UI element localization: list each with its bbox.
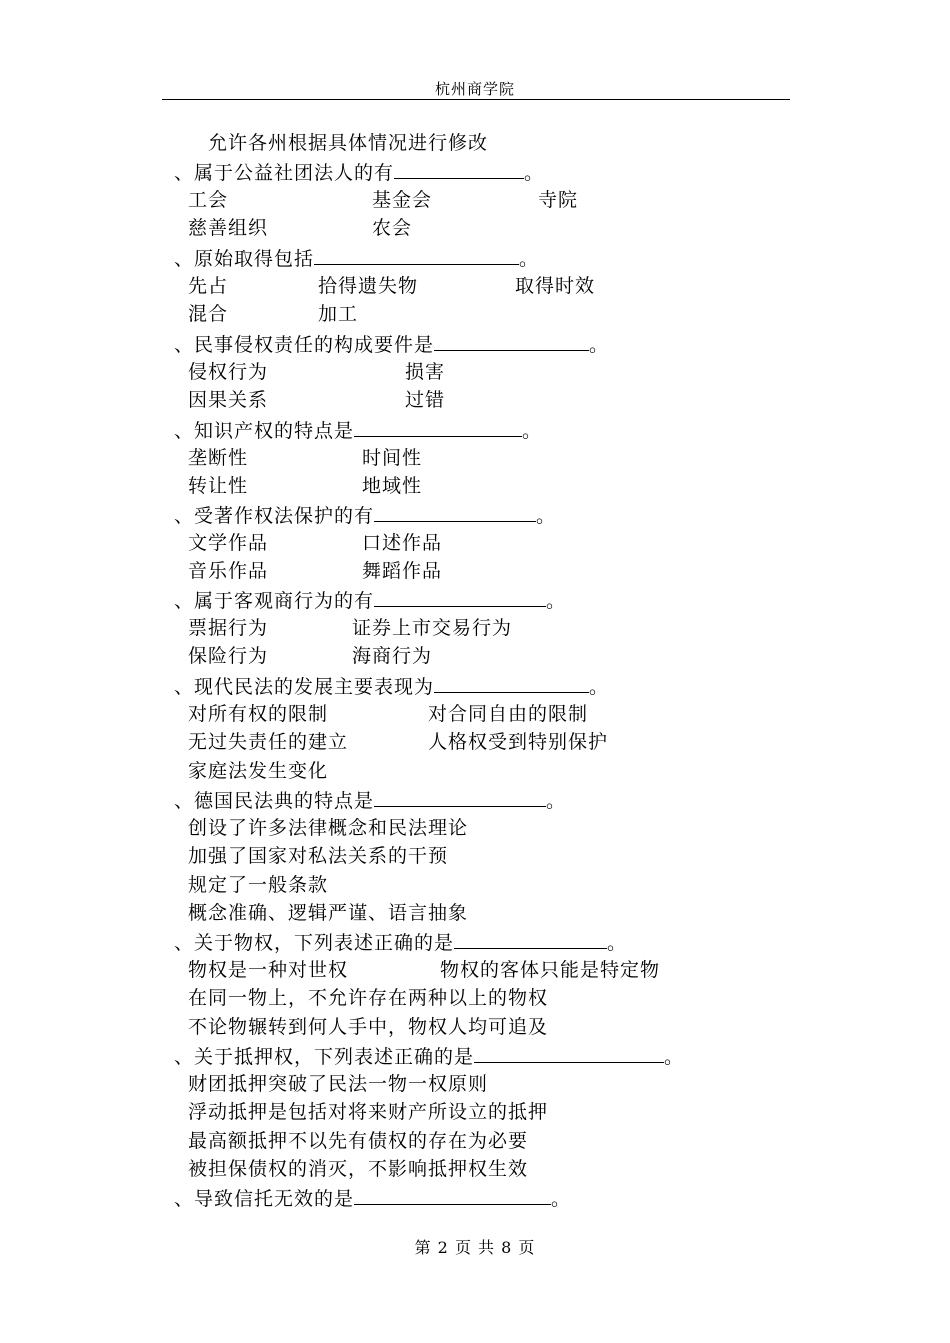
answer-option: 不论物辗转到何人手中，物权人均可追及 — [188, 1015, 549, 1038]
answer-option: 农会 — [372, 217, 413, 239]
answer-blank[interactable] — [354, 416, 522, 437]
answer-option: 对所有权的限制 — [188, 702, 329, 725]
question-stem — [174, 1042, 684, 1070]
answer-blank[interactable] — [374, 586, 546, 607]
question-stem — [174, 672, 609, 700]
answer-option: 文学作品 — [188, 531, 269, 554]
answer-option: 取得时效 — [515, 274, 596, 297]
question-end-mark: 。 — [546, 590, 567, 612]
answer-option: 创设了许多法律概念和民法理论 — [188, 816, 469, 839]
header-rule — [162, 99, 790, 100]
question-stem-text: 、民事侵权责任的构成要件是 — [174, 334, 435, 356]
answer-option: 对合同自由的限制 — [428, 702, 589, 725]
answer-option: 基金会 — [372, 188, 433, 211]
answer-blank[interactable] — [314, 244, 519, 265]
answer-option: 混合 — [188, 303, 229, 325]
question-stem — [174, 786, 566, 814]
answer-option: 过错 — [405, 389, 446, 411]
answer-option: 证券上市交易行为 — [352, 616, 513, 639]
answer-option: 被担保债权的消灭，不影响抵押权生效 — [188, 1158, 529, 1180]
answer-option: 因果关系 — [188, 389, 269, 411]
answer-blank[interactable] — [394, 158, 524, 179]
question-end-mark: 。 — [607, 932, 628, 954]
answer-option: 票据行为 — [188, 616, 269, 639]
question-stem-text: 、原始取得包括 — [174, 248, 315, 270]
answer-option: 物权是一种对世权 — [188, 958, 349, 981]
answer-option: 口述作品 — [362, 531, 443, 554]
question-end-mark: 。 — [589, 334, 610, 356]
question-stem-text: 、关于物权，下列表述正确的是 — [174, 932, 455, 954]
question-end-mark: 。 — [524, 162, 545, 184]
page-footer: 第 2 页 共 8 页 — [414, 1238, 536, 1257]
question-stem — [174, 501, 556, 529]
answer-option: 在同一物上，不允许存在两种以上的物权 — [188, 987, 549, 1009]
answer-option: 垄断性 — [188, 446, 249, 469]
question-stem-text: 、现代民法的发展主要表现为 — [174, 676, 435, 698]
question-stem — [174, 416, 542, 444]
answer-option: 时间性 — [362, 446, 423, 469]
question-end-mark: 。 — [519, 248, 540, 270]
answer-blank[interactable] — [434, 330, 589, 351]
page-header-title: 杭州商学院 — [434, 80, 515, 98]
question-stem — [174, 158, 544, 186]
answer-option: 音乐作品 — [188, 560, 269, 582]
question-stem — [174, 586, 566, 614]
question-stem-text: 、属于公益社团法人的有 — [174, 162, 395, 184]
answer-option: 转让性 — [188, 475, 249, 497]
answer-blank[interactable] — [354, 1184, 551, 1205]
answer-blank[interactable] — [434, 672, 589, 693]
answer-option: 人格权受到特别保护 — [428, 731, 609, 753]
answer-option: 无过失责任的建立 — [188, 731, 349, 753]
question-stem-text: 、导致信托无效的是 — [174, 1188, 355, 1210]
answer-option: 先占 — [188, 274, 229, 297]
answer-option: 最高额抵押不以先有债权的存在为必要 — [188, 1129, 529, 1152]
answer-option: 慈善组织 — [188, 217, 269, 239]
question-end-mark: 。 — [536, 505, 557, 527]
question-end-mark: 。 — [546, 790, 567, 812]
question-stem-text: 、受著作权法保护的有 — [174, 505, 375, 527]
answer-option: 概念准确、逻辑严谨、语言抽象 — [188, 902, 469, 924]
question-end-mark: 。 — [664, 1046, 685, 1068]
answer-option: 拾得遗失物 — [318, 274, 419, 297]
answer-option: 规定了一般条款 — [188, 873, 329, 896]
answer-option: 地域性 — [362, 475, 423, 497]
answer-option: 物权的客体只能是特定物 — [440, 958, 661, 981]
question-stem — [174, 928, 627, 956]
question-stem — [174, 244, 539, 272]
answer-blank[interactable] — [374, 501, 536, 522]
question-stem-text: 、关于抵押权，下列表述正确的是 — [174, 1046, 475, 1068]
question-stem-text: 、属于客观商行为的有 — [174, 590, 375, 612]
answer-option: 保险行为 — [188, 645, 269, 667]
question-stem — [174, 1184, 571, 1212]
answer-option: 损害 — [405, 360, 446, 383]
intro-line: 允许各州根据具体情况进行修改 — [208, 132, 489, 154]
answer-blank[interactable] — [454, 928, 607, 949]
answer-option: 财团抵押突破了民法一物一权原则 — [188, 1072, 489, 1095]
answer-option: 浮动抵押是包括对将来财产所设立的抵押 — [188, 1101, 549, 1123]
question-stem — [174, 330, 609, 358]
question-end-mark: 。 — [551, 1188, 572, 1210]
question-end-mark: 。 — [589, 676, 610, 698]
answer-option: 海商行为 — [352, 645, 433, 667]
answer-option: 加强了国家对私法关系的干预 — [188, 845, 449, 867]
answer-blank[interactable] — [474, 1042, 664, 1063]
question-stem-text: 、德国民法典的特点是 — [174, 790, 375, 812]
answer-option: 家庭法发生变化 — [188, 759, 329, 782]
answer-option: 寺院 — [538, 188, 579, 211]
question-end-mark: 。 — [522, 420, 543, 442]
answer-blank[interactable] — [374, 786, 546, 807]
question-stem-text: 、知识产权的特点是 — [174, 420, 355, 442]
answer-option: 侵权行为 — [188, 360, 269, 383]
answer-option: 舞蹈作品 — [362, 560, 443, 582]
answer-option: 工会 — [188, 188, 229, 211]
answer-option: 加工 — [318, 303, 359, 325]
